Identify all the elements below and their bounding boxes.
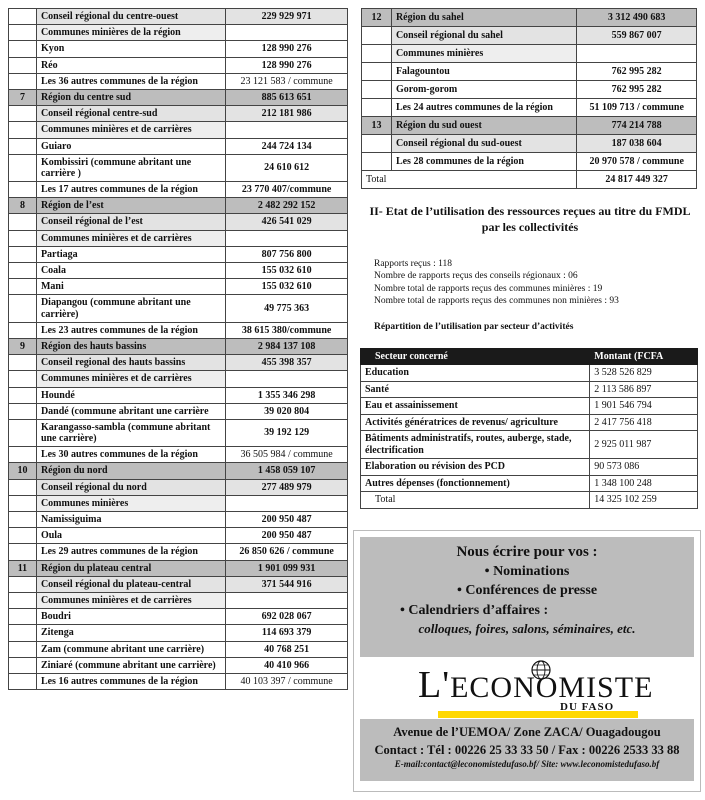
row-name: Réo	[36, 57, 225, 73]
sector-amount: 2 925 011 987	[590, 431, 698, 459]
row-name: Mani	[36, 279, 225, 295]
subheader-row	[362, 45, 697, 63]
commune-row	[9, 154, 348, 181]
newspaper-logo	[360, 657, 694, 719]
row-name: Communes minières et de carrières	[36, 592, 225, 608]
row-number	[9, 576, 37, 592]
row-name: Kombissiri (commune abritant une carrière )	[36, 154, 225, 181]
commune-row	[9, 246, 348, 262]
row-name: Oula	[36, 528, 225, 544]
commune-row	[9, 641, 348, 657]
region-row	[9, 338, 348, 354]
row-amount: 426 541 029	[226, 214, 348, 230]
row-amount: 128 990 276	[226, 41, 348, 57]
row-amount	[226, 230, 348, 246]
row-name: Les 17 autres communes de la région	[36, 182, 225, 198]
amount-header: Montant (FCFA	[590, 349, 698, 365]
logo-word: ECONOMISTE	[450, 671, 654, 704]
row-number	[9, 279, 37, 295]
row-amount	[226, 371, 348, 387]
reports-summary	[374, 258, 696, 307]
row-number	[9, 657, 37, 673]
row-number: 7	[9, 89, 37, 105]
reports-line: Nombre total de rapports reçus des communes non minières : 93	[374, 296, 619, 307]
row-amount: 40 103 397 / commune	[226, 673, 348, 689]
regional-council-row	[362, 135, 697, 153]
row-name: Région du sahel	[391, 9, 576, 27]
subheader-row	[9, 122, 348, 138]
row-number: 10	[9, 463, 37, 479]
row-number	[9, 246, 37, 262]
region-row	[9, 560, 348, 576]
row-number	[9, 73, 37, 89]
row-name: Coala	[36, 263, 225, 279]
row-amount: 2 482 292 152	[226, 198, 348, 214]
commune-row	[9, 57, 348, 73]
ad-email[interactable]: E-mail:contact@leconomistedufaso.bf/ Site: www.leconomistedufaso.bf	[394, 759, 660, 770]
row-amount	[226, 122, 348, 138]
row-number	[9, 57, 37, 73]
row-number	[9, 495, 37, 511]
row-name: Région du centre sud	[36, 89, 225, 105]
row-number: 8	[9, 198, 37, 214]
commune-row	[9, 41, 348, 57]
commune-row	[362, 99, 697, 117]
row-name: Guiaro	[36, 138, 225, 154]
row-amount: 39 192 129	[226, 419, 348, 446]
row-name: Région du plateau central	[36, 560, 225, 576]
left-allocation-table	[8, 8, 348, 690]
row-amount: 24 610 612	[226, 154, 348, 181]
row-name: Région de l’est	[36, 198, 225, 214]
subheader-row	[9, 230, 348, 246]
row-number	[9, 182, 37, 198]
row-name: Les 28 communes de la région	[391, 153, 576, 171]
subheader-row	[9, 25, 348, 41]
commune-row	[9, 544, 348, 560]
row-number	[9, 544, 37, 560]
section-heading: II- Etat de l’utilisation des ressources reçues au titre du FMDL par les collectivités	[369, 204, 691, 235]
row-number	[362, 99, 392, 117]
sector-row	[361, 431, 698, 459]
sector-row	[361, 459, 698, 476]
row-name: Les 36 autres communes de la région	[36, 73, 225, 89]
globe-icon	[530, 659, 552, 681]
sector-amount: 3 528 526 829	[590, 365, 698, 382]
row-number	[9, 214, 37, 230]
row-number	[9, 295, 37, 322]
row-amount	[577, 45, 697, 63]
region-row	[362, 9, 697, 27]
sector-name: Santé	[361, 381, 590, 398]
row-name: Conseil régional du sahel	[391, 27, 576, 45]
row-amount: 244 724 134	[226, 138, 348, 154]
row-name: Communes minières et de carrières	[36, 371, 225, 387]
row-name: Zam (commune abritant une carrière)	[36, 641, 225, 657]
row-amount: 39 020 804	[226, 403, 348, 419]
row-name: Conseil régional du plateau-central	[36, 576, 225, 592]
commune-row	[9, 673, 348, 689]
regional-council-row	[9, 479, 348, 495]
commune-row	[9, 419, 348, 446]
sector-table-body	[361, 365, 698, 492]
sector-name: Eau et assainissement	[361, 398, 590, 415]
sector-row	[361, 381, 698, 398]
row-amount: 155 032 610	[226, 279, 348, 295]
reports-line: Nombre de rapports reçus des conseils régionaux : 06	[374, 271, 578, 282]
row-amount: 38 615 380/commune	[226, 322, 348, 338]
reports-line: Rapports reçus : 118	[374, 259, 453, 269]
row-amount: 762 995 282	[577, 81, 697, 99]
row-name: Conseil régional du sud-ouest	[391, 135, 576, 153]
row-number	[362, 45, 392, 63]
row-name: Les 30 autres communes de la région	[36, 447, 225, 463]
ad-heading: Nous écrire pour vos :	[456, 544, 598, 560]
row-name: Conseil régional centre-sud	[36, 106, 225, 122]
total-row	[362, 171, 697, 189]
row-amount: 40 768 251	[226, 641, 348, 657]
regional-council-row	[362, 27, 697, 45]
breakdown-title: Répartition de l’utilisation par secteur d’activités	[374, 322, 574, 332]
ad-line-conferences: • Conférences de presse	[456, 583, 598, 599]
row-name: Communes minières et de carrières	[36, 230, 225, 246]
commune-row	[9, 528, 348, 544]
row-number	[9, 641, 37, 657]
ad-line-calendars: • Calendriers d’affaires :	[400, 602, 549, 618]
logo-initial: L'	[418, 664, 451, 706]
regional-council-row	[9, 576, 348, 592]
row-amount: 774 214 788	[577, 117, 697, 135]
row-number	[9, 387, 37, 403]
row-amount: 26 850 626 / commune	[226, 544, 348, 560]
row-amount: 3 312 490 683	[577, 9, 697, 27]
row-name: Conseil regional des hauts bassins	[36, 355, 225, 371]
row-number	[9, 447, 37, 463]
row-amount: 40 410 966	[226, 657, 348, 673]
row-amount: 200 950 487	[226, 512, 348, 528]
sector-header-row	[361, 349, 698, 365]
row-amount	[226, 495, 348, 511]
commune-row	[9, 657, 348, 673]
sector-amount: 1 348 100 248	[590, 475, 698, 492]
sector-table	[360, 348, 698, 509]
row-amount: 559 867 007	[577, 27, 697, 45]
ad-subline: colloques, foires, salons, séminaires, etc.	[418, 620, 636, 636]
row-amount: 51 109 713 / commune	[577, 99, 697, 117]
regional-council-row	[9, 106, 348, 122]
row-number	[9, 592, 37, 608]
row-name: Les 23 autres communes de la région	[36, 322, 225, 338]
row-amount: 229 929 971	[226, 9, 348, 25]
ad-line-nominations: • Nominations	[484, 563, 570, 579]
sector-name: Education	[361, 365, 590, 382]
sector-total-row	[361, 492, 698, 509]
row-name: Les 16 autres communes de la région	[36, 673, 225, 689]
row-amount: 455 398 357	[226, 355, 348, 371]
row-name: Kyon	[36, 41, 225, 57]
regional-council-row	[9, 9, 348, 25]
sector-amount: 1 901 546 794	[590, 398, 698, 415]
row-number	[9, 122, 37, 138]
row-amount: 885 613 651	[226, 89, 348, 105]
sector-name: Elaboration ou révision des PCD	[361, 459, 590, 476]
row-amount: 20 970 578 / commune	[577, 153, 697, 171]
row-name: Communes minières de la région	[36, 25, 225, 41]
row-name: Namissiguima	[36, 512, 225, 528]
sector-amount: 90 573 086	[590, 459, 698, 476]
total-label: Total	[362, 171, 577, 189]
region-row	[9, 463, 348, 479]
advertisement-box	[353, 530, 701, 792]
row-amount: 1 355 346 298	[226, 387, 348, 403]
row-number	[9, 479, 37, 495]
sector-amount: 2 113 586 897	[590, 381, 698, 398]
sector-row	[361, 475, 698, 492]
commune-row	[362, 81, 697, 99]
row-name: Région des hauts bassins	[36, 338, 225, 354]
row-name: Gorom-gorom	[391, 81, 576, 99]
row-amount: 692 028 067	[226, 609, 348, 625]
row-name: Communes minières et de carrières	[36, 122, 225, 138]
row-name: Région du sud ouest	[391, 117, 576, 135]
row-name: Communes minières	[391, 45, 576, 63]
row-name: Les 24 autres communes de la région	[391, 99, 576, 117]
regional-council-row	[9, 214, 348, 230]
row-number	[9, 263, 37, 279]
row-number	[9, 138, 37, 154]
row-number: 9	[9, 338, 37, 354]
row-name: Partiaga	[36, 246, 225, 262]
row-number	[9, 230, 37, 246]
sector-name: Autres dépenses (fonctionnement)	[361, 475, 590, 492]
row-name: Conseil régional du nord	[36, 479, 225, 495]
sector-name: Activités génératrices de revenus/ agriculture	[361, 414, 590, 431]
row-amount	[226, 592, 348, 608]
row-number	[9, 625, 37, 641]
sector-row	[361, 398, 698, 415]
region-row	[9, 89, 348, 105]
row-name: Ziniaré (commune abritant une carrière)	[36, 657, 225, 673]
sector-row	[361, 414, 698, 431]
sector-name: Bâtiments administratifs, routes, auberge, stade, électrification	[361, 431, 590, 459]
row-name: Conseil régional de l’est	[36, 214, 225, 230]
row-amount: 807 756 800	[226, 246, 348, 262]
row-amount: 1 458 059 107	[226, 463, 348, 479]
row-number	[9, 403, 37, 419]
row-amount: 155 032 610	[226, 263, 348, 279]
commune-row	[9, 625, 348, 641]
commune-row	[9, 322, 348, 338]
row-name: Communes minières	[36, 495, 225, 511]
row-name: Falagountou	[391, 63, 576, 81]
row-number	[9, 9, 37, 25]
row-amount: 114 693 379	[226, 625, 348, 641]
sector-header: Secteur concerné	[361, 349, 590, 365]
ad-bottom-panel	[360, 719, 694, 781]
ad-top-panel	[360, 537, 694, 657]
commune-row	[362, 63, 697, 81]
sector-total-label: Total	[361, 492, 590, 509]
row-name: Région du nord	[36, 463, 225, 479]
row-name: Conseil régional du centre-ouest	[36, 9, 225, 25]
sector-row	[361, 365, 698, 382]
right-table-body	[362, 9, 697, 171]
sector-amount: 2 417 756 418	[590, 414, 698, 431]
right-table-footer	[362, 171, 697, 189]
commune-row	[9, 387, 348, 403]
subheader-row	[9, 495, 348, 511]
row-amount: 371 544 916	[226, 576, 348, 592]
row-number	[9, 371, 37, 387]
row-number: 13	[362, 117, 392, 135]
row-number: 11	[9, 560, 37, 576]
row-number	[9, 355, 37, 371]
ad-address: Avenue de l’UEMOA/ Zone ZACA/ Ouagadougou	[393, 725, 661, 739]
commune-row	[9, 279, 348, 295]
subheader-row	[9, 592, 348, 608]
commune-row	[9, 403, 348, 419]
row-amount	[226, 25, 348, 41]
region-row	[9, 198, 348, 214]
row-number	[362, 63, 392, 81]
commune-row	[9, 295, 348, 322]
row-number	[362, 135, 392, 153]
row-amount: 277 489 979	[226, 479, 348, 495]
commune-row	[9, 447, 348, 463]
row-number	[9, 41, 37, 57]
row-amount: 128 990 276	[226, 57, 348, 73]
row-name: Boudri	[36, 609, 225, 625]
commune-row	[362, 153, 697, 171]
sector-total-amount: 14 325 102 259	[590, 492, 698, 509]
row-number	[9, 25, 37, 41]
row-number	[9, 673, 37, 689]
left-table-body	[9, 9, 348, 690]
row-number	[362, 81, 392, 99]
commune-row	[9, 512, 348, 528]
reports-line: Nombre total de rapports reçus des communes minières : 19	[374, 283, 603, 294]
row-name: Dandé (commune abritant une carrière	[36, 403, 225, 419]
row-number	[9, 512, 37, 528]
commune-row	[9, 609, 348, 625]
row-number	[362, 27, 392, 45]
row-name: Houndé	[36, 387, 225, 403]
row-number	[9, 419, 37, 446]
total-amount: 24 817 449 327	[577, 171, 697, 189]
row-amount: 36 505 984 / commune	[226, 447, 348, 463]
row-number	[9, 528, 37, 544]
row-name: Zitenga	[36, 625, 225, 641]
row-amount: 1 901 099 931	[226, 560, 348, 576]
commune-row	[9, 263, 348, 279]
subheader-row	[9, 371, 348, 387]
row-amount: 49 775 363	[226, 295, 348, 322]
row-amount: 187 038 604	[577, 135, 697, 153]
ad-contact: Contact : Tél : 00226 25 33 33 50 / Fax : 00226 2533 33 88	[374, 742, 680, 757]
row-number	[9, 609, 37, 625]
commune-row	[9, 73, 348, 89]
row-amount: 212 181 986	[226, 106, 348, 122]
regional-council-row	[9, 355, 348, 371]
row-number: 12	[362, 9, 392, 27]
row-amount: 762 995 282	[577, 63, 697, 81]
row-number	[9, 154, 37, 181]
row-number	[9, 106, 37, 122]
row-number	[362, 153, 392, 171]
row-amount: 23 770 407/commune	[226, 182, 348, 198]
logo-subtitle: DU FASO	[560, 701, 615, 713]
row-name: Les 29 autres communes de la région	[36, 544, 225, 560]
row-name: Karangasso-sambla (commune abritant une carrière)	[36, 419, 225, 446]
right-allocation-table	[361, 8, 697, 189]
region-row	[362, 117, 697, 135]
commune-row	[9, 138, 348, 154]
row-name: Diapangou (commune abritant une carrière)	[36, 295, 225, 322]
row-number	[9, 322, 37, 338]
commune-row	[9, 182, 348, 198]
row-amount: 2 984 137 108	[226, 338, 348, 354]
row-amount: 23 121 583 / commune	[226, 73, 348, 89]
row-amount: 200 950 487	[226, 528, 348, 544]
